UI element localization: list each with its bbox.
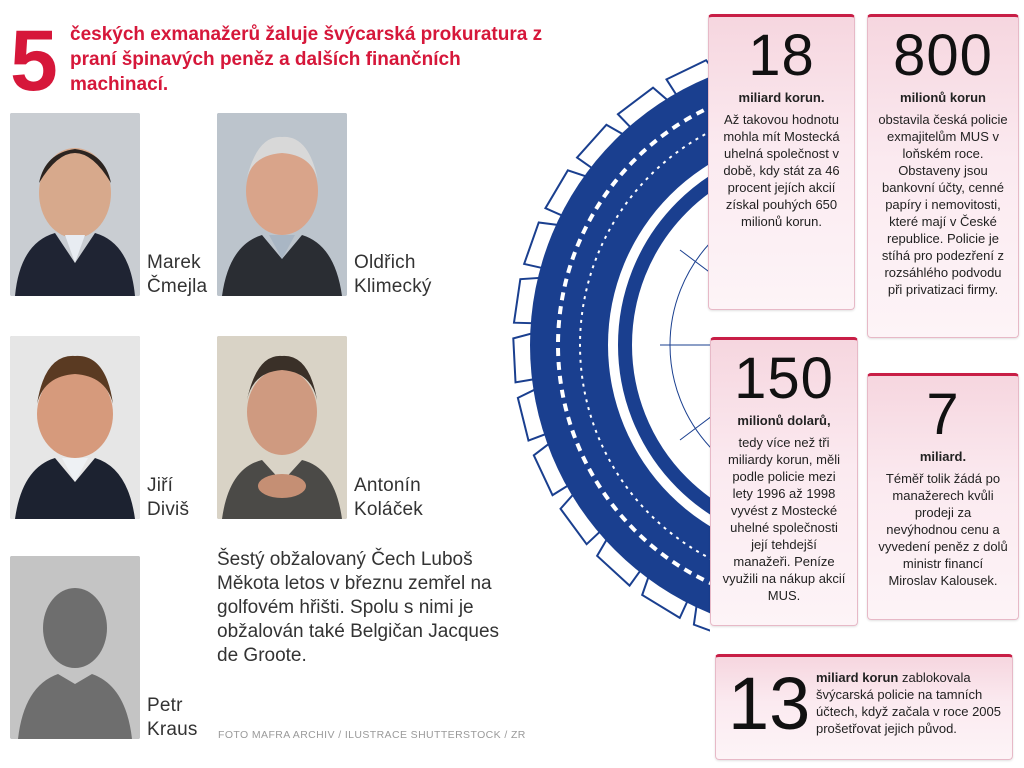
person-last-name: Kraus	[147, 719, 198, 740]
fact-text: obstavila česká policie exmajitelům MUS v loňském roce. Obstaveny jsou bankovní účty, cenné papíry i nemovitosti, které mají v České republice. Policie je stíhá pro podezření z rozsáhlého podvodu při privatizaci firmy.	[878, 112, 1008, 297]
fact-text: Až takovou hodnotu mohla mít Mostecká uhelná společnost v době, kdy stát za 46 procent jejích akcií získal pouhých 650 milionů korun.	[723, 112, 840, 229]
fact-unit: miliard korun	[816, 670, 899, 685]
headline-number: 5	[10, 13, 58, 109]
person-last-name: Klimecký	[354, 276, 432, 297]
person-last-name: Diviš	[147, 499, 190, 520]
person-first-name: Jiří	[147, 475, 174, 496]
fact-text-block	[816, 669, 1006, 737]
person-first-name: Oldřich	[354, 252, 416, 273]
fact-text: Téměř tolik žádá po manažerech kvůli prodeji za nevýhodnou cenu a vyvedení peněz z dolů ministr financí Miroslav Kalousek.	[878, 471, 1008, 588]
fact-number: 7	[926, 382, 960, 447]
fact-card-7	[867, 373, 1019, 620]
fact-card-800	[867, 14, 1019, 338]
note-text: Šestý obžalovaný Čech Luboš Měkota letos v březnu zemřel na golfovém hřišti. Spolu s nimi je obžalován také Belgičan Jacques de Groote.	[217, 549, 500, 666]
fact-number: 18	[748, 23, 815, 88]
fact-card-150	[710, 337, 858, 626]
fact-unit: milionů dolarů,	[737, 413, 831, 428]
person-first-name: Marek	[147, 252, 201, 273]
person-last-name: Koláček	[354, 499, 423, 520]
fact-text: tedy více než tři miliardy korun, měli podle policie mezi lety 1996 až 1998 vyvést z Mostecké uhelné společnosti její tehdejší manažeři. Peníze využili na nákup akcií MUS.	[722, 435, 846, 603]
headline-text: českých exmanažerů žaluje švýcarská prokuratura z praní špinavých peněz a dalších finančních machinací.	[70, 24, 543, 95]
fact-unit: miliard korun.	[738, 90, 825, 105]
fact-number: 13	[728, 662, 811, 745]
fact-text: zablokovala švýcarská policie na tamních účtech, když začala v roce 2005 prošetřovat jejich původ.	[816, 670, 1001, 736]
photo-placeholder-silhouette	[10, 556, 140, 739]
person-first-name: Petr	[147, 695, 183, 716]
person-last-name: Čmejla	[147, 276, 208, 297]
fact-unit: miliard.	[919, 449, 967, 464]
photo-antonin-kolacek	[217, 336, 347, 519]
fact-number: 800	[893, 23, 993, 88]
fact-card-18	[708, 14, 855, 310]
photo-marek-cmejla	[10, 113, 140, 296]
fact-unit: milionů korun	[900, 90, 986, 105]
fact-number: 150	[734, 346, 834, 411]
photo-jiri-divis	[10, 336, 140, 519]
photo-oldrich-klimecky	[217, 113, 347, 296]
fact-card-13	[715, 654, 1013, 760]
photo-credit: FOTO MAFRA ARCHIV / ILUSTRACE SHUTTERSTOCK / ZR	[218, 729, 526, 741]
person-first-name: Antonín	[354, 475, 421, 496]
